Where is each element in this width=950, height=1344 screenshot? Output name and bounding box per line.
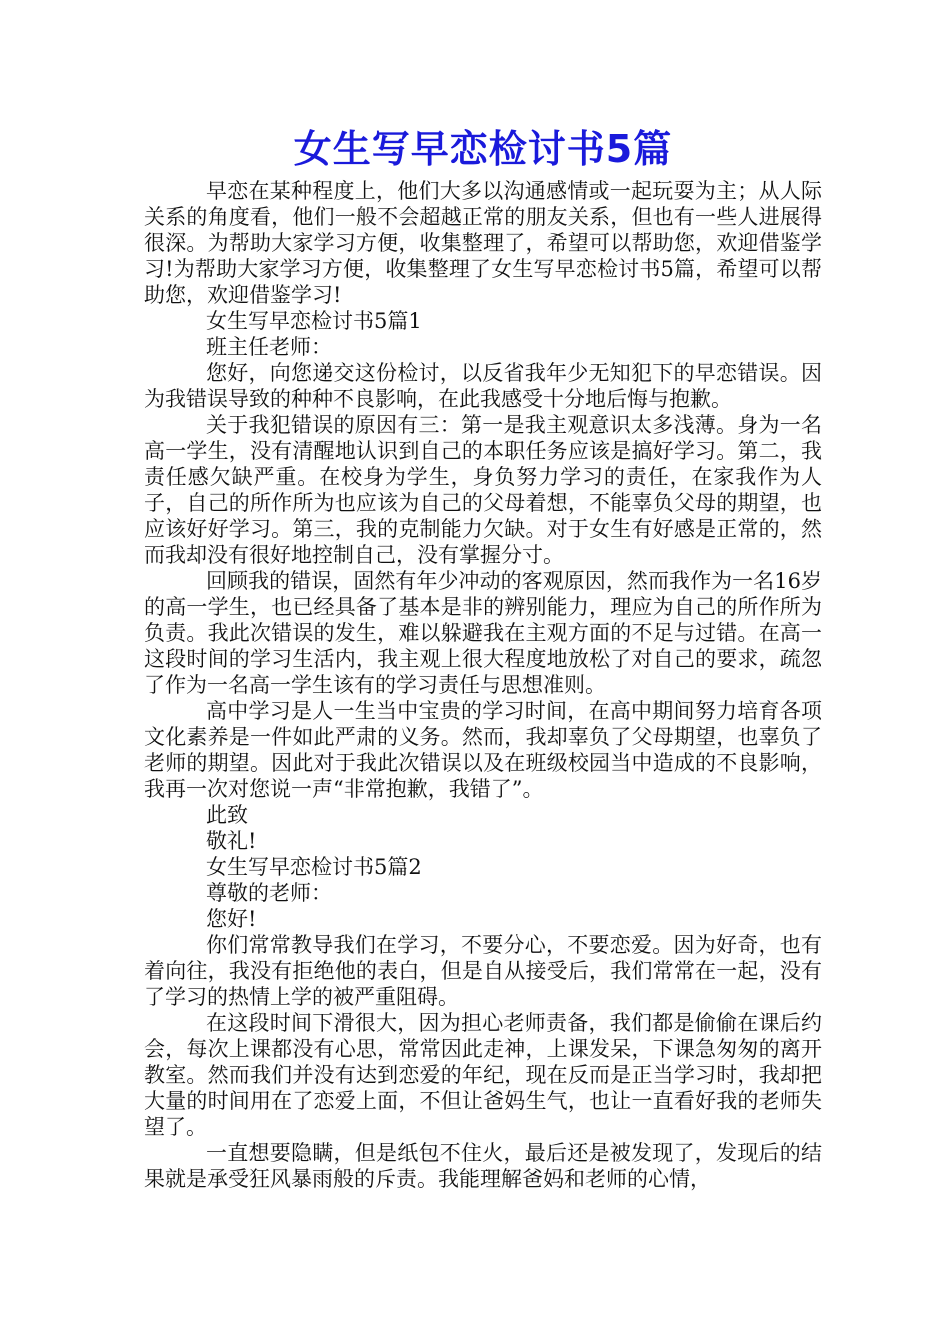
body-line: 此致 — [206, 803, 248, 827]
body-line: 班主任老师： — [206, 335, 332, 359]
body-line: 女生写早恋检讨书5篇2 — [206, 855, 422, 879]
body-paragraph: 高中学习是人一生当中宝贵的学习时间，在高中期间努力培育各项文化素养是一件如此严肃的义务。然而，我却辜负了父母期望，也辜负了老师的期望。因此对于我此次错误以及在班级校园当中造成的不良影响，我再一次对您说一声“非常抱歉，我错了”。 — [144, 699, 822, 801]
document-body — [144, 178, 822, 1192]
body-paragraph: 早恋在某种程度上，他们大多以沟通感情或一起玩耍为主；从人际关系的角度看，他们一般不会超越正常的朋友关系，但也有一些人进展得很深。为帮助大家学习方便，收集整理了，希望可以帮助您，欢迎借鉴学习!为帮助大家学习方便，收集整理了女生写早恋检讨书5篇，希望可以帮助您，欢迎借鉴学习! — [144, 179, 822, 307]
body-line: 女生写早恋检讨书5篇1 — [206, 309, 422, 333]
body-paragraph: 在这段时间下滑很大，因为担心老师责备，我们都是偷偷在课后约会，每次上课都没有心思，常常因此走神，上课发呆，下课急匆匆的离开教室。然而我们并没有达到恋爱的年纪，现在反而是正当学习时，我却把大量的时间用在了恋爱上面，不但让爸妈生气，也让一直看好我的老师失望了。 — [144, 1011, 822, 1139]
body-paragraph: 回顾我的错误，固然有年少冲动的客观原因，然而我作为一名16岁的高一学生，也已经具备了基本是非的辨别能力，理应为自己的所作所为负责。我此次错误的发生，难以躲避我在主观方面的不足与过错。在高一这段时间的学习生活内，我主观上很大程度地放松了对自己的要求，疏忽了作为一名高一学生该有的学习责任与思想准则。 — [144, 569, 822, 697]
body-line: 您好! — [206, 907, 257, 931]
body-paragraph: 一直想要隐瞒，但是纸包不住火，最后还是被发现了，发现后的结果就是承受狂风暴雨般的斥责。我能理解爸妈和老师的心情， — [144, 1141, 822, 1191]
body-paragraph: 关于我犯错误的原因有三：第一是我主观意识太多浅薄。身为一名高一学生，没有清醒地认识到自己的本职任务应该是搞好学习。第二，我责任感欠缺严重。在校身为学生，身负努力学习的责任，在家我作为人子，自己的所作所为也应该为自己的父母着想，不能辜负父母的期望，也应该好好学习。第三，我的克制能力欠缺。对于女生有好感是正常的，然而我却没有很好地控制自己，没有掌握分寸。 — [144, 413, 822, 567]
body-paragraph: 你们常常教导我们在学习，不要分心，不要恋爱。因为好奇，也有着向往，我没有拒绝他的表白，但是自从接受后，我们常常在一起，没有了学习的热情上学的被严重阻碍。 — [144, 933, 822, 1009]
document-title: 女生写早恋检讨书5篇 — [293, 127, 673, 171]
body-line: 敬礼! — [206, 829, 257, 853]
body-line: 尊敬的老师： — [206, 881, 332, 905]
body-paragraph: 您好，向您递交这份检讨，以反省我年少无知犯下的早恋错误。因为我错误导致的种种不良影响，在此我感受十分地后悔与抱歉。 — [144, 361, 822, 411]
